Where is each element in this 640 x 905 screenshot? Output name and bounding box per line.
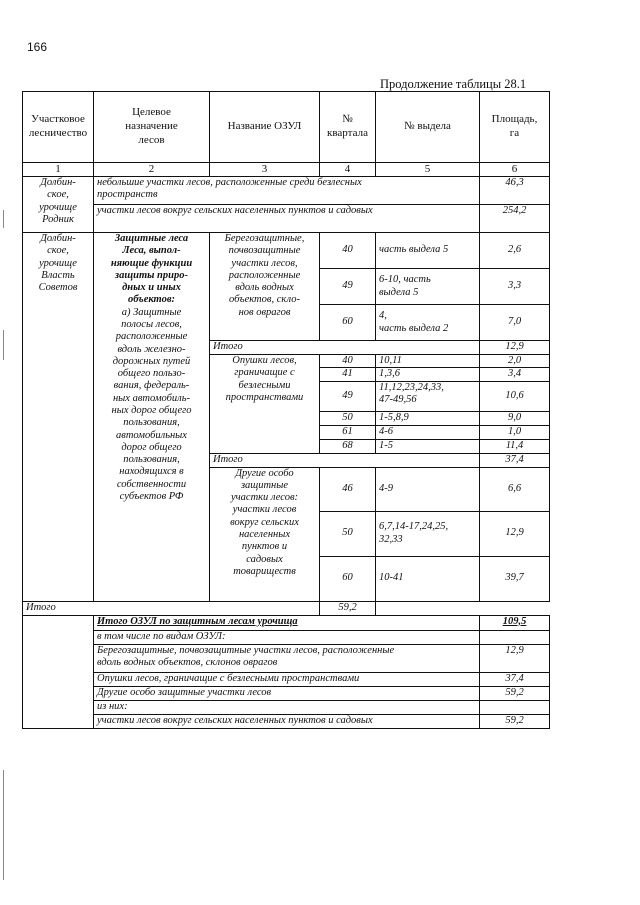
scan-artifact bbox=[3, 210, 4, 228]
ozul-name-cell: Опушки лесов, граничащие с безлесными пространствами bbox=[210, 355, 320, 454]
header-row bbox=[23, 92, 550, 163]
quarter-cell: 49 bbox=[320, 269, 376, 305]
empty-cell bbox=[23, 630, 94, 644]
purpose-text: а) Защитные полосы лесов, расположенные вдоль железно- дорожных путей общего пользо- вания, федераль- ных автомобиль- ных дорог общего пользования, автомобильных дорог общего пользования, находящихся в собственности субъектов РФ bbox=[111, 306, 192, 502]
column-number: 5 bbox=[376, 163, 480, 177]
column-number: 4 bbox=[320, 163, 376, 177]
scan-artifact bbox=[3, 770, 4, 880]
empty-cell bbox=[23, 644, 94, 672]
area-cell: 46,3 bbox=[480, 177, 550, 205]
header-area: Площадь, га bbox=[480, 92, 550, 163]
total-label: Итого bbox=[210, 341, 480, 355]
empty-cell bbox=[480, 700, 550, 714]
empty-cell bbox=[23, 615, 94, 630]
quarter-cell: 60 bbox=[320, 556, 376, 601]
forest-table bbox=[22, 91, 550, 729]
plot-cell: 10,11 bbox=[376, 355, 480, 368]
quarter-cell: 50 bbox=[320, 411, 376, 425]
total-area: 37,4 bbox=[480, 453, 550, 467]
plot-cell: 1-5 bbox=[376, 439, 480, 453]
table-row bbox=[23, 686, 550, 700]
summary-total-area: 109,5 bbox=[480, 615, 550, 630]
area-cell: 1,0 bbox=[480, 425, 550, 439]
summary-type-area: 59,2 bbox=[480, 714, 550, 728]
empty-cell bbox=[23, 700, 94, 714]
summary-by-type-label: в том числе по видам ОЗУЛ: bbox=[94, 630, 480, 644]
table-row bbox=[23, 700, 550, 714]
quarter-cell: 40 bbox=[320, 355, 376, 368]
total-area: 59,2 bbox=[320, 601, 376, 615]
purpose-cell bbox=[94, 233, 210, 602]
table-row bbox=[23, 644, 550, 672]
summary-of-them-label: из них: bbox=[94, 700, 480, 714]
plot-cell: часть выдела 5 bbox=[376, 233, 480, 269]
area-cell: 3,3 bbox=[480, 269, 550, 305]
ozul-name-cell: Берегозащитные, почвозащитные участки лесов, расположенные вдоль водных объектов, скло- нов оврагов bbox=[210, 233, 320, 341]
area-cell: 9,0 bbox=[480, 411, 550, 425]
scan-artifact bbox=[3, 330, 4, 360]
plot-cell: 10-41 bbox=[376, 556, 480, 601]
page-number: 166 bbox=[27, 40, 48, 54]
column-number: 3 bbox=[210, 163, 320, 177]
header-purpose: Целевое назначение лесов bbox=[94, 92, 210, 163]
plot-cell: 4, часть выдела 2 bbox=[376, 305, 480, 341]
area-cell: 2,6 bbox=[480, 233, 550, 269]
total-area: 12,9 bbox=[480, 341, 550, 355]
quarter-cell: 49 bbox=[320, 381, 376, 411]
area-cell: 3,4 bbox=[480, 368, 550, 381]
header-plot: № выдела bbox=[376, 92, 480, 163]
table-row bbox=[23, 672, 550, 686]
summary-total-row bbox=[23, 615, 550, 630]
empty-cell bbox=[480, 630, 550, 644]
forestry-cell: Долбин- ское, урочище Власть Советов bbox=[23, 233, 94, 602]
ozul-name-cell: участки лесов вокруг сельских населенных пунктов и садовых bbox=[94, 205, 480, 233]
empty-cell bbox=[23, 686, 94, 700]
forestry-cell: Долбин- ское, урочище Родник bbox=[23, 177, 94, 233]
plot-cell: 4-9 bbox=[376, 467, 480, 511]
header-ozul-name: Название ОЗУЛ bbox=[210, 92, 320, 163]
area-cell: 6,6 bbox=[480, 467, 550, 511]
area-cell: 12,9 bbox=[480, 511, 550, 556]
ozul-name-cell: небольшие участки лесов, расположенные среди безлесных пространств bbox=[94, 177, 480, 205]
quarter-cell: 40 bbox=[320, 233, 376, 269]
column-number: 6 bbox=[480, 163, 550, 177]
column-number-row bbox=[23, 163, 550, 177]
column-number: 1 bbox=[23, 163, 94, 177]
total-label: Итого bbox=[23, 601, 320, 615]
plot-cell: 6-10, часть выдела 5 bbox=[376, 269, 480, 305]
area-cell: 11,4 bbox=[480, 439, 550, 453]
table-row bbox=[23, 714, 550, 728]
plot-cell: 1,3,6 bbox=[376, 368, 480, 381]
area-cell: 7,0 bbox=[480, 305, 550, 341]
quarter-cell: 60 bbox=[320, 305, 376, 341]
quarter-cell: 61 bbox=[320, 425, 376, 439]
ozul-name-cell: Другие особо защитные участки лесов: участки лесов вокруг сельских населенных пунктов и садовых товариществ bbox=[210, 467, 320, 601]
summary-type-name: Другие особо защитные участки лесов bbox=[94, 686, 480, 700]
plot-cell: 1-5,8,9 bbox=[376, 411, 480, 425]
table-row bbox=[23, 233, 550, 269]
plot-cell: 11,12,23,24,33, 47-49,56 bbox=[376, 381, 480, 411]
summary-total-label: Итого ОЗУЛ по защитным лесам урочища bbox=[94, 615, 480, 630]
table-row bbox=[23, 177, 550, 205]
quarter-cell: 50 bbox=[320, 511, 376, 556]
column-number: 2 bbox=[94, 163, 210, 177]
purpose-bold-text: Защитные леса Леса, выпол- няющие функции защиты приро- дных и иных объектов: bbox=[110, 233, 193, 306]
summary-type-name: Опушки лесов, граничащие с безлесными пространствами bbox=[94, 672, 480, 686]
area-cell: 39,7 bbox=[480, 556, 550, 601]
area-cell: 254,2 bbox=[480, 205, 550, 233]
summary-type-name: участки лесов вокруг сельских населенных пунктов и садовых bbox=[94, 714, 480, 728]
quarter-cell: 68 bbox=[320, 439, 376, 453]
summary-type-area: 59,2 bbox=[480, 686, 550, 700]
total-label: Итого bbox=[210, 453, 480, 467]
summary-type-area: 12,9 bbox=[480, 644, 550, 672]
table-row bbox=[23, 205, 550, 233]
plot-cell: 4-6 bbox=[376, 425, 480, 439]
summary-type-name: Берегозащитные, почвозащитные участки лесов, расположенные вдоль водных объектов, склонов оврагов bbox=[94, 644, 480, 672]
quarter-cell: 46 bbox=[320, 467, 376, 511]
header-forestry: Участковое лесничество bbox=[23, 92, 94, 163]
summary-type-area: 37,4 bbox=[480, 672, 550, 686]
area-cell: 2,0 bbox=[480, 355, 550, 368]
table-caption: Продолжение таблицы 28.1 bbox=[380, 77, 527, 91]
header-quarter: № квартала bbox=[320, 92, 376, 163]
quarter-cell: 41 bbox=[320, 368, 376, 381]
table-row bbox=[23, 630, 550, 644]
plot-cell: 6,7,14-17,24,25, 32,33 bbox=[376, 511, 480, 556]
area-cell: 10,6 bbox=[480, 381, 550, 411]
total-row bbox=[23, 601, 550, 615]
empty-cell bbox=[23, 672, 94, 686]
empty-cell bbox=[23, 714, 94, 728]
